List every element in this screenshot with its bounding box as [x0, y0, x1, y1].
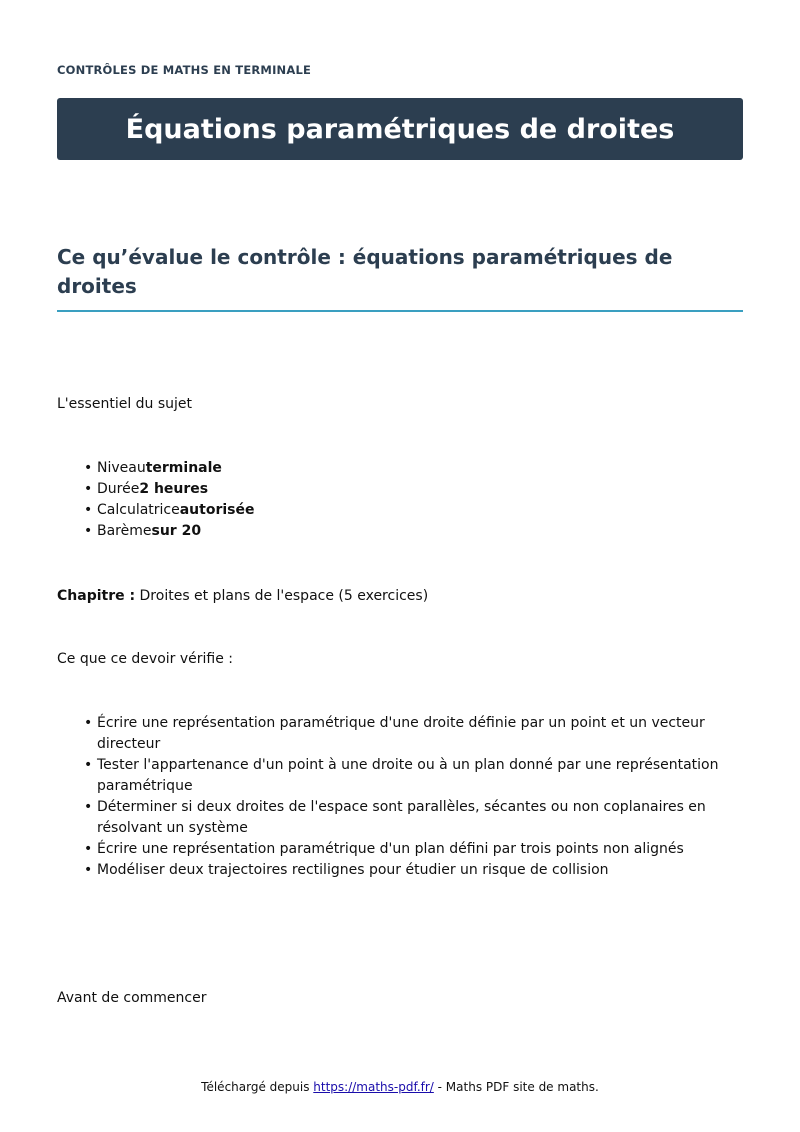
meta-value-duree: 2 heures — [139, 481, 209, 497]
footer-prefix: Téléchargé depuis — [201, 1080, 314, 1094]
meta-value-bareme: sur 20 — [151, 523, 202, 539]
check-item-text: Écrire une représentation paramétrique d'une droite définie par un point et un vecteur directeur — [97, 715, 705, 752]
list-item — [84, 860, 743, 881]
chapter-line — [57, 586, 428, 607]
meta-key-niveau: Niveau — [97, 460, 146, 476]
title-banner — [57, 98, 743, 160]
list-item — [84, 500, 255, 521]
list-item — [84, 713, 743, 755]
footer-suffix: - Maths PDF site de maths. — [433, 1080, 599, 1094]
footer-link[interactable]: https://maths-pdf.fr/ — [313, 1080, 434, 1094]
chapter-text: Droites et plans de l'espace (5 exercices) — [135, 588, 429, 604]
list-item — [84, 479, 255, 500]
bullet-icon: • — [84, 841, 93, 857]
list-item — [84, 458, 255, 479]
bullet-icon: • — [84, 460, 93, 476]
footer — [0, 1080, 800, 1094]
site-kicker: CONTRÔLES DE MATHS EN TERMINALE — [57, 63, 312, 77]
check-item-text: Écrire une représentation paramétrique d'un plan défini par trois points non alignés — [97, 841, 684, 857]
check-item-text: Déterminer si deux droites de l'espace sont parallèles, sécantes ou non coplanaires en résolvant un système — [97, 799, 706, 836]
meta-key-bareme: Barème — [97, 523, 152, 539]
chapter-label: Chapitre : — [57, 588, 136, 604]
checks-list — [57, 713, 743, 881]
list-item — [84, 521, 255, 542]
essentials-label: L'essentiel du sujet — [57, 396, 193, 412]
list-item — [84, 755, 743, 797]
bullet-icon: • — [84, 757, 93, 773]
before-label: Avant de commencer — [57, 990, 207, 1006]
meta-key-calculatrice: Calculatrice — [97, 502, 180, 518]
meta-value-calculatrice: autorisée — [179, 502, 255, 518]
section-heading: Ce qu’évalue le contrôle : équations paramétriques de droites — [57, 243, 743, 312]
check-item-text: Modéliser deux trajectoires rectilignes pour étudier un risque de collision — [97, 862, 609, 878]
bullet-icon: • — [84, 481, 93, 497]
bullet-icon: • — [84, 523, 93, 539]
list-item — [84, 797, 743, 839]
meta-value-niveau: terminale — [145, 460, 222, 476]
bullet-icon: • — [84, 862, 93, 878]
page-title: Équations paramétriques de droites — [125, 113, 675, 145]
check-item-text: Tester l'appartenance d'un point à une droite ou à un plan donné par une représentation paramétrique — [97, 757, 719, 794]
essentials-list — [57, 458, 255, 542]
bullet-icon: • — [84, 715, 93, 731]
list-item — [84, 839, 743, 860]
checks-label: Ce que ce devoir vérifie : — [57, 651, 234, 667]
meta-key-duree: Durée — [97, 481, 140, 497]
bullet-icon: • — [84, 502, 93, 518]
bullet-icon: • — [84, 799, 93, 815]
